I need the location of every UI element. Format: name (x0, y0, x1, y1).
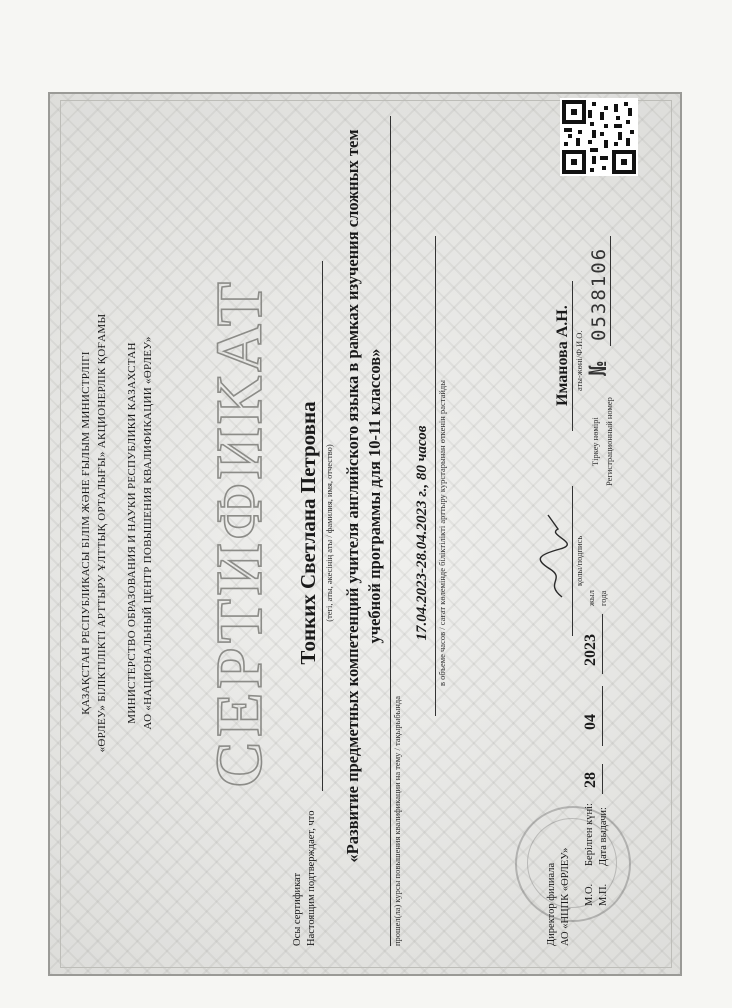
director-name-line (572, 281, 573, 431)
year-kz: жыл (586, 590, 596, 606)
issue-month-line (602, 686, 603, 746)
director-label-1: Директор филиала (546, 862, 557, 946)
course-title: «Развитие предметных компетенций учителя английского языка в рамках изучения сложных тем учебной программы для 10-11 классов» (343, 129, 384, 863)
certificate-title: СЕРТИФИКАТ (203, 278, 276, 788)
course-underline (390, 116, 391, 946)
header-line-4: АО «НАЦИОНАЛЬНЫЙ ЦЕНТР ПОВЫШЕНИЯ КВАЛИФИКАЦИИ «ӨРЛЕУ» (142, 336, 154, 730)
signature-line (572, 486, 573, 636)
mp-ru: М.П. (598, 883, 609, 906)
issue-year-line (602, 614, 603, 674)
director-label-2: АО «НЦПК «ӨРЛЕУ» (560, 847, 571, 946)
issued-kz: Берілген күні: (584, 803, 595, 866)
hours-caption: в объеме часов / сағат көлемінде біліктілікті арттыру курстарынан өткенін растайды (437, 380, 447, 686)
header-line-2: «ӨРЛЕУ» БІЛІКТІЛІКТІ АРТТЫРУ ҰЛТТЫҚ ОРТАЛЫҒЫ» АКЦИОНЕРЛІК ҚОҒАМЫ (96, 313, 108, 753)
intro-ru: Настоящим подтверждает, что (306, 810, 317, 946)
header-line-3: МИНИСТЕРСТВО ОБРАЗОВАНИЯ И НАУКИ РЕСПУБЛИКИ КАЗАХСТАН (126, 342, 138, 724)
reg-prefix: № (584, 359, 612, 376)
reg-number-line (610, 236, 611, 346)
reg-label-kz: Тіркеу нөмірі (590, 417, 600, 466)
director-name: Иманова А.Н. (554, 305, 571, 406)
signature-caption: қолы/подпись (574, 535, 584, 586)
mp-kz: М.О. (584, 883, 595, 906)
issue-day: 28 (582, 772, 599, 788)
issued-ru: Дата выдачи: (598, 807, 609, 866)
issue-year: 2023 (582, 634, 599, 666)
reg-number: 0538106 (588, 246, 610, 341)
dates-hours: 17.04.2023-28.04.2023 г., 80 часов (414, 425, 430, 641)
header-line-1: ҚАЗАҚСТАН РЕСПУБЛИКАСЫ БІЛІМ ЖӘНЕ ҒЫЛЫМ МИНИСТРЛІГІ (80, 351, 92, 715)
recipient-name: Тонких Светлана Петровна (296, 401, 320, 665)
year-ru: года (598, 590, 608, 606)
reg-label-ru: Регистрационный номер (604, 397, 614, 486)
issue-month: 04 (582, 714, 599, 730)
director-name-caption: аты-жөні/Ф.И.О. (574, 330, 584, 391)
director-signature (536, 511, 574, 601)
issue-day-line (602, 764, 603, 794)
qr-code-icon (560, 98, 638, 176)
name-caption: (тегі, аты, әкесінің аты / фамилия, имя, отчество) (324, 444, 334, 622)
official-seal-inner-ring (527, 818, 617, 908)
name-underline (322, 261, 323, 791)
intro-kz: Осы сертификат (292, 872, 303, 946)
dates-underline (435, 236, 436, 716)
course-caption: прошел(ла) курсы повышения квалификации на тему / тақырыбында (392, 695, 402, 946)
